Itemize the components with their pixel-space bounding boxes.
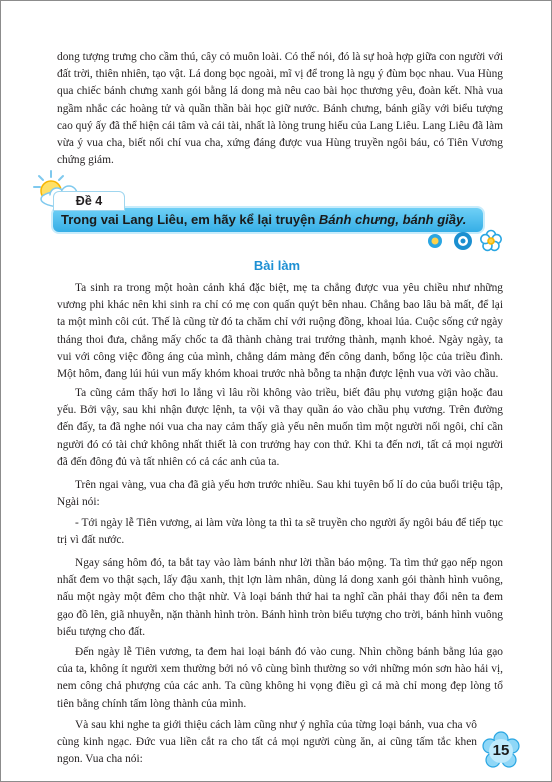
answer-paragraph-1: Ta sinh ra trong một hoàn cảnh khá đặc biệt, mẹ ta chẳng được vua yêu chiều như những vương phi khác nên khi sinh ra chỉ có mẹ con quấn quýt bên nhau. Chẳng bao lâu bà mất, để lại ta một mình côi cút. Thế là cũng từ đó ta chăm chỉ với ruộng đồng, khoai lúa. Cuộc sống cứ ngày tháng thoi đưa, chẳng mấy chốc ta đã thành chàng trai trưởng thành, mạnh khoẻ. Ngày ngày, ta vui với công việc đồng áng của mình, chẳng dám màng đến công danh, bổng lộc của triều đình. Một hôm, đang lúi húi vun mấy khóm khoai trước nhà bỗng ta nhận được lệnh vua vời vào chầu. (57, 282, 503, 381)
intro-paragraph: dong tượng trưng cho cầm thú, cây cỏ muôn loài. Có thể nói, đó là sự hoà hợp giữa con người với đất trời, thiên nhiên, tạo vật. Lá dong bọc ngoài, mĩ vị để trong là ngụ ý đùm bọc nhau. Vua Hùng qua chiếc bánh chưng xanh gói bằng lá dong mà nêu cao bài học thương yêu, đoàn kết. Nhà vua ngầm nhắc các hoàng tử và quần thần bài học giữ nước. Bánh chưng, bánh giầy với biểu tượng cao quý ấy đã thể hiện cái tâm và cái tài, nhất là lòng trung hiếu của Lang Liêu. Lang Liêu đã làm vừa ý vua cha, biết nối chí vua cha, xứng đáng được vua Hùng truyền ngôi báu, có Tiên Vương chứng giám. (57, 51, 503, 167)
answer-paragraph-7: Và sau khi nghe ta giới thiệu cách làm cũng như ý nghĩa của từng loại bánh, vua cha vô cùng kinh ngạc. Đức vua liền cắt ra cho tất cả mọi người cùng ăn, ai cũng tấm tắc khen ngon. Vua cha nói: (57, 719, 477, 766)
answer-paragraph-3: Trên ngai vàng, vua cha đã già yếu hơn trước nhiều. Sau khi tuyên bố lí do của buổi triệu tập, Ngài nói: (57, 479, 503, 509)
answer-paragraph-6: Đến ngày lễ Tiên vương, ta đem hai loại bánh đó vào cung. Nhìn chồng bánh bằng lúa gạo của ta, không ít người xem thường bởi nó vô cùng bình thường so với những món sơn hào hải vị, nem công chả phượng của các anh. Ta cũng không hi vọng điều gì cả mà chỉ mong đẹp lòng tổ tiên bằng chính tấm lòng thành của mình. (57, 646, 503, 710)
answer-heading: Bài làm (253, 258, 301, 273)
exercise-task-bar (53, 208, 483, 232)
exercise-task (61, 208, 466, 232)
answer-paragraph-5: Ngay sáng hôm đó, ta bắt tay vào làm bánh như lời thần báo mộng. Ta tìm thứ gạo nếp ngon nhất đem vo thật sạch, lấy đậu xanh, thịt lợn làm nhân, dùng lá dong xanh gói thành hình vuông, nấu một ngày một đêm cho thật nhừ. Và loại bánh thứ hai ta nghĩ cần phải thay đổi nên ta đem gạo đồ lên, giã nhuyễn, nặn thành hình tròn. Bánh hình tròn biểu tượng cho trời, bánh hình vuông biểu tượng cho đất. (57, 557, 503, 638)
exercise-task-title: Bánh chưng, bánh giầy. (318, 212, 467, 227)
flower-icon (421, 225, 511, 255)
page-number: 15 (492, 742, 510, 759)
exercise-label: Đề 4 (75, 194, 103, 208)
exercise-label-tab (53, 191, 125, 211)
answer-paragraph-4: - Tới ngày lễ Tiên vương, ai làm vừa lòng ta thì ta sẽ truyền cho người ấy ngôi báu để tiếp tục trị vì đất nước. (57, 517, 503, 547)
exercise-task-prefix: Trong vai Lang Liêu, em hãy kể lại truyện (61, 212, 319, 227)
gear-flower-icon (454, 232, 472, 250)
answer-paragraph-2: Ta cũng cảm thấy hơi lo lắng vì lâu rồi không vào triều, biết đâu phụ vương giận hoặc đau yếu. Bởi vậy, sau khi nhận được lệnh, ta vội vã thay quần áo vào chầu phụ vương. Trên đường đến đấy, ta đã nghe nói vua cha nay cảm thấy già yếu nên muốn tìm một người nối ngôi, chỉ cần người đó có tài chứ không nhất thiết là con trưởng hay con thứ. Khi ta đến nơi, tất cả mọi người đã đến đông đủ và tất nhiên có cả các anh của ta. (57, 387, 503, 468)
